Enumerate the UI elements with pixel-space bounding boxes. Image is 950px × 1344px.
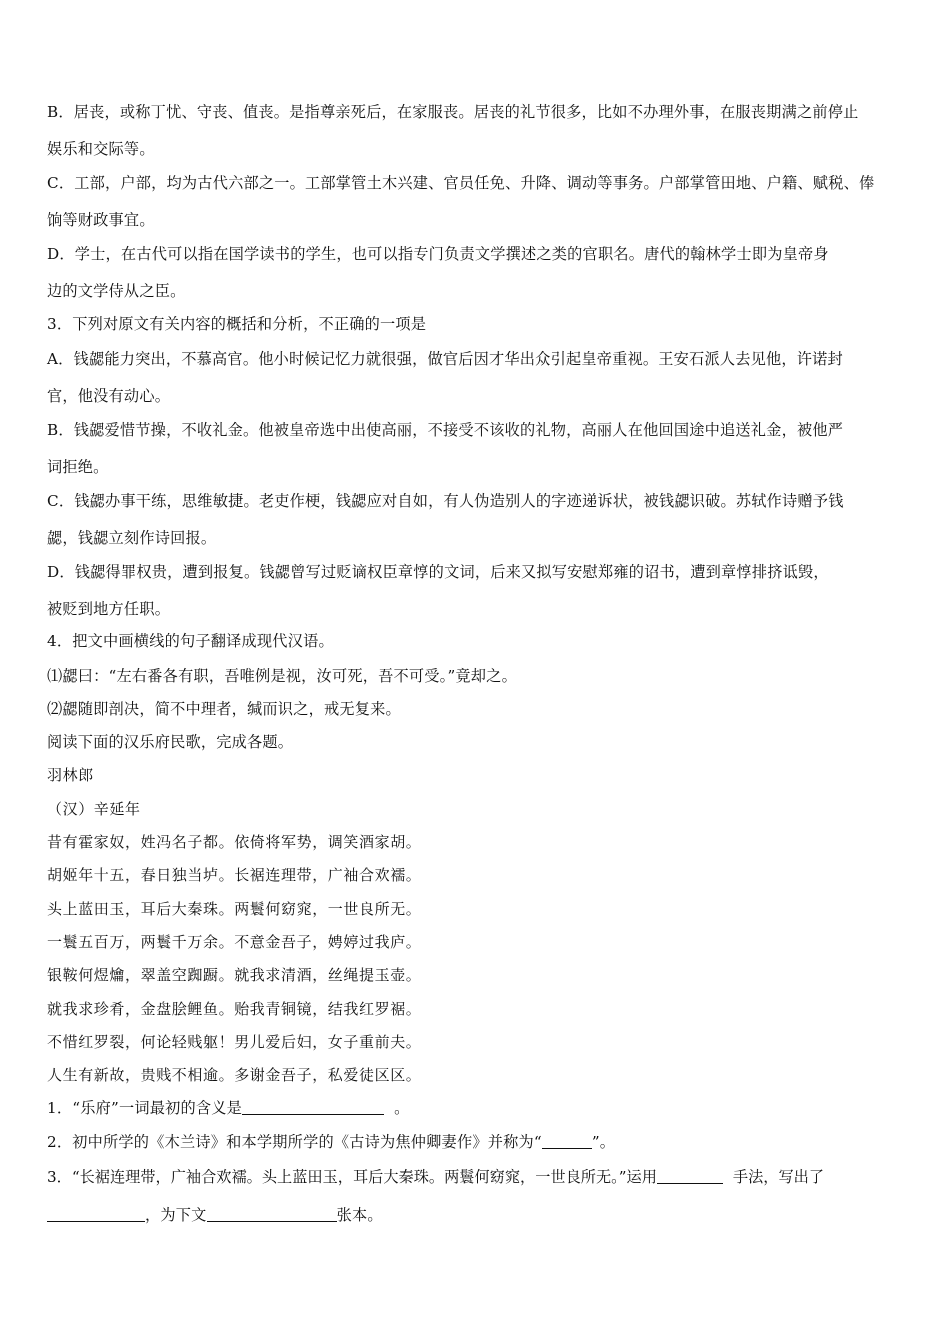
poem-line: 一鬟五百万，两鬟千万余。不意金吾子，娉婷过我庐。 xyxy=(47,933,422,951)
answer-blank-3a[interactable] xyxy=(657,1168,723,1184)
question-3-line2 xyxy=(47,1205,383,1225)
q2-option-d-line2: 边的文学侍从之臣。 xyxy=(47,282,186,300)
q3-option-c-line2: 勰，钱勰立刻作诗回报。 xyxy=(47,529,217,547)
question-2-text: 2．初中所学的《木兰诗》和本学期所学的《古诗为焦仲卿妻作》并称为“ xyxy=(47,1133,542,1151)
poem-line: 胡姬年十五，春日独当垆。长裾连理带，广袖合欢襦。 xyxy=(47,866,422,884)
q4-stem: 4．把文中画横线的句子翻译成现代汉语。 xyxy=(47,632,334,650)
question-2 xyxy=(47,1132,615,1152)
q2-option-c-line2: 饷等财政事宜。 xyxy=(47,211,155,229)
poem-line: 头上蓝田玉，耳后大秦珠。两鬟何窈窕，一世良所无。 xyxy=(47,900,422,918)
q3-option-b-line1: B．钱勰爱惜节操，不收礼金。他被皇帝选中出使高丽，不接受不该收的礼物，高丽人在他回国途中追送礼金，被他严 xyxy=(47,421,844,439)
question-3-mid: 手法，写出了 xyxy=(732,1168,825,1186)
poem-author: （汉）辛延年 xyxy=(47,800,141,818)
q3-stem: 3．下列对原文有关内容的概括和分析，不正确的一项是 xyxy=(47,315,427,333)
question-3-line1 xyxy=(47,1167,824,1187)
question-2-end: ”。 xyxy=(591,1133,616,1151)
q2-option-b-line2: 娱乐和交际等。 xyxy=(47,140,155,158)
answer-blank-1[interactable] xyxy=(242,1099,384,1115)
question-1-text: 1．“乐府”一词最初的含义是 xyxy=(47,1099,243,1117)
question-1-end: 。 xyxy=(394,1099,410,1117)
poem-line: 不惜红罗裂，何论轻贱躯！男儿爱后妇，女子重前夫。 xyxy=(47,1033,422,1051)
q3-option-a-line2: 官，他没有动心。 xyxy=(47,387,171,405)
q4-sentence-2: ⑵勰随即剖决，简不中理者，缄而识之，戒无复来。 xyxy=(47,700,401,718)
poem-line: 就我求珍肴，金盘脍鲤鱼。贻我青铜镜，结我红罗裾。 xyxy=(47,1000,422,1018)
q3-option-d-line2: 被贬到地方任职。 xyxy=(47,600,171,618)
poem-line: 银鞍何煜爚，翠盖空踟蹰。就我求清酒，丝绳提玉壶。 xyxy=(47,966,422,984)
answer-blank-2[interactable] xyxy=(542,1133,592,1149)
q3-option-d-line1: D．钱勰得罪权贵，遭到报复。钱勰曾写过贬谪权臣章惇的文词，后来又拟写安慰郑雍的诏书，遭到章惇排挤诋毁， xyxy=(47,563,829,581)
answer-blank-3c[interactable] xyxy=(207,1206,337,1222)
q2-option-c-line1: C．工部，户部，均为古代六部之一。工部掌管土木兴建、官员任免、升降、调动等事务。户部掌管田地、户籍、赋税、俸 xyxy=(47,174,875,192)
q3-option-b-line2: 词拒绝。 xyxy=(47,458,109,476)
poem-title: 羽林郎 xyxy=(47,766,94,784)
question-1 xyxy=(47,1098,409,1118)
answer-blank-3b[interactable] xyxy=(47,1206,145,1222)
q3-option-c-line1: C．钱勰办事干练，思维敏捷。老吏作梗，钱勰应对自如，有人伪造别人的字迹递诉状，被钱勰识破。苏轼作诗赠予钱 xyxy=(47,492,844,510)
poem-line: 人生有新故，贵贱不相逾。多谢金吾子，私爱徒区区。 xyxy=(47,1066,422,1084)
poem-intro: 阅读下面的汉乐府民歌，完成各题。 xyxy=(47,733,294,751)
q2-option-b-line1: B．居丧，或称丁忧、守丧、值丧。是指尊亲死后，在家服丧。居丧的礼节很多，比如不办理外事，在服丧期满之前停止 xyxy=(47,103,859,121)
poem-line: 昔有霍家奴，姓冯名子都。依倚将军势，调笑酒家胡。 xyxy=(47,833,422,851)
question-3-line2-mid: ，为下文 xyxy=(145,1206,207,1224)
q4-sentence-1: ⑴勰曰：“左右番各有职，吾唯例是视，汝可死，吾不可受。”竟却之。 xyxy=(47,667,517,685)
q3-option-a-line1: A．钱勰能力突出，不慕高官。他小时候记忆力就很强，做官后因才华出众引起皇帝重视。王安石派人去见他，许诺封 xyxy=(47,350,843,368)
question-3-line2-end: 张本。 xyxy=(336,1206,383,1224)
question-3-text: 3．“长裾连理带，广袖合欢襦。头上蓝田玉，耳后大秦珠。两鬟何窈窕，一世良所无。”运用 xyxy=(47,1168,657,1186)
q2-option-d-line1: D．学士，在古代可以指在国学读书的学生，也可以指专门负责文学撰述之类的官职名。唐代的翰林学士即为皇帝身 xyxy=(47,245,829,263)
